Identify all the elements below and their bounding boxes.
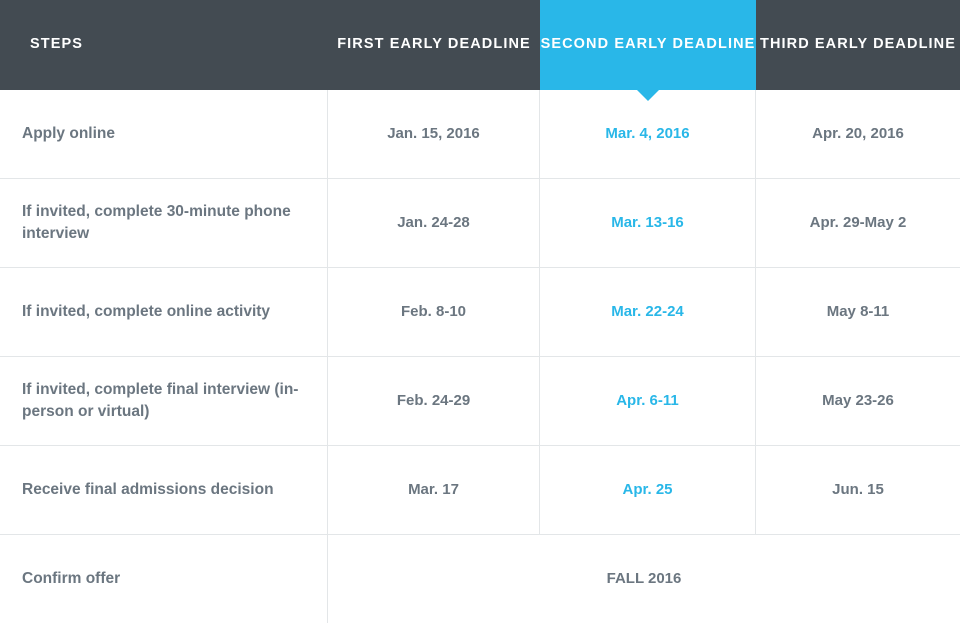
row-second-deadline: Apr. 25: [540, 446, 756, 534]
table-row: [0, 268, 960, 357]
row-third-deadline: Apr. 29-May 2: [809, 214, 907, 232]
column-header-first-early-deadline-label: FIRST EARLY DEADLINE: [337, 36, 531, 53]
table-row: [0, 446, 960, 535]
row-second-deadline: Mar. 13-16: [540, 179, 756, 267]
table-row: [0, 90, 960, 179]
table-row: [0, 179, 960, 268]
row-first-deadline: Feb. 8-10: [328, 268, 540, 356]
column-header-first-early-deadline: [328, 0, 540, 90]
row-first-deadline: Jan. 15, 2016: [328, 90, 540, 178]
table-header-row: [0, 0, 960, 90]
row-step-label: If invited, complete online activity: [0, 268, 328, 356]
row-second-deadline: Mar. 22-24: [540, 268, 756, 356]
table-body: [0, 90, 960, 623]
column-header-second-early-deadline-label: SECOND EARLY DEADLINE: [540, 36, 756, 53]
row-third-deadline: Apr. 20, 2016: [812, 125, 904, 143]
row-merged-value: FALL 2016: [606, 570, 682, 588]
column-header-second-early-deadline: [540, 0, 756, 90]
row-second-deadline: Mar. 4, 2016: [540, 90, 756, 178]
row-step-label: If invited, complete final interview (in-person or virtual): [0, 357, 328, 445]
row-step-label: Receive final admissions decision: [0, 446, 328, 534]
row-step-label: Confirm offer: [0, 535, 328, 623]
row-third-deadline: May 8-11: [826, 303, 890, 321]
table-row-final: [0, 535, 960, 623]
column-header-steps-label: STEPS: [30, 36, 84, 53]
row-third-deadline: Jun. 15: [832, 481, 884, 499]
column-header-third-early-deadline: [756, 0, 960, 90]
row-third-deadline: May 23-26: [822, 392, 894, 410]
row-first-deadline: Jan. 24-28: [328, 179, 540, 267]
row-first-deadline: Mar. 17: [328, 446, 540, 534]
highlight-pointer-icon: [636, 89, 660, 101]
column-header-steps: [0, 0, 328, 90]
column-header-third-early-deadline-label: THIRD EARLY DEADLINE: [759, 36, 957, 53]
row-step-label: If invited, complete 30-minute phone interview: [0, 179, 328, 267]
row-first-deadline: Feb. 24-29: [328, 357, 540, 445]
row-step-label: Apply online: [0, 90, 328, 178]
row-second-deadline: Apr. 6-11: [540, 357, 756, 445]
table-row: [0, 357, 960, 446]
